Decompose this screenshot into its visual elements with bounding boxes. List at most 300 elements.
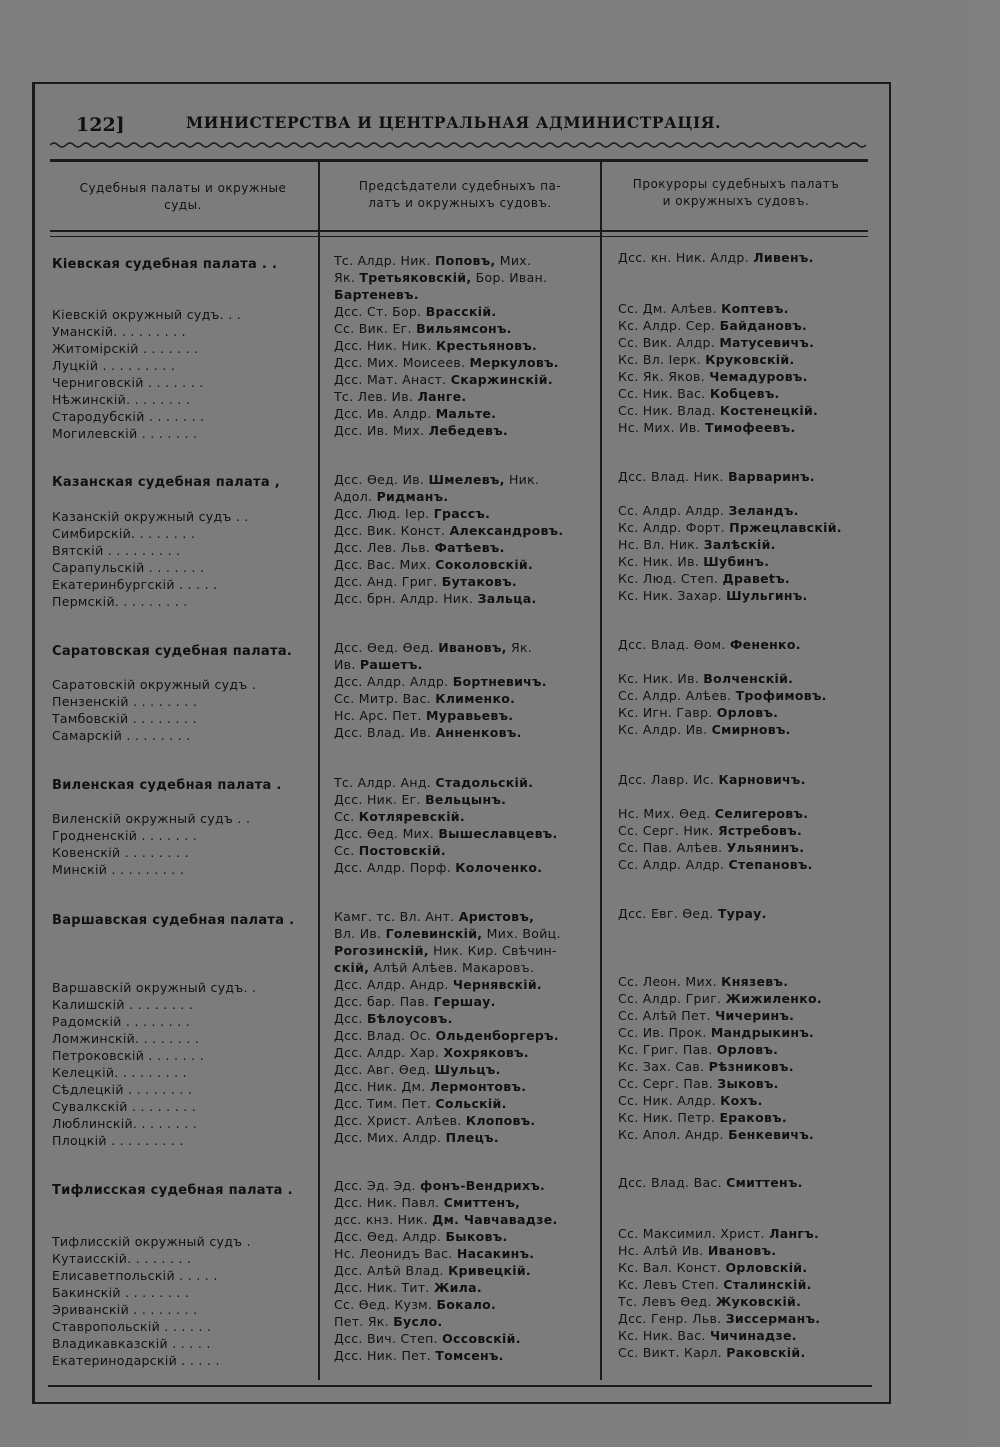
- surname: Зальца.: [477, 591, 537, 606]
- rank-and-initials: Дсс. Тим. Пет.: [334, 1096, 436, 1111]
- surname: Пржецлавскій.: [729, 520, 842, 535]
- surname: Врасскій.: [425, 304, 497, 319]
- surname: Голевинскій,: [385, 926, 483, 941]
- rank-and-initials: Кс. Ник. Вас.: [618, 1328, 710, 1343]
- rank-and-initials: Сс. Алдр. Алдр.: [618, 857, 729, 872]
- court-name: Стародубскій . . . . . . .: [52, 409, 205, 424]
- rank-and-initials: Сс. Пав. Алѣев.: [618, 840, 727, 855]
- surname: Лермонтовъ.: [429, 1079, 527, 1094]
- surname: скій,: [334, 960, 370, 975]
- scan-margin: [975, 0, 1000, 1447]
- surname: Клименко.: [435, 691, 516, 706]
- page-number: 122]: [76, 114, 125, 136]
- court-name: Кутаисскій. . . . . . . .: [52, 1251, 192, 1266]
- rank-and-initials: Як.: [334, 270, 360, 285]
- rank-and-initials: Дсс.: [334, 1011, 367, 1026]
- continuation-text: Ник. Кир. Свѣчин-: [428, 943, 557, 958]
- rank-and-initials: Сс. Алдр. Алдр.: [618, 503, 729, 518]
- prosecutor-entry: [618, 806, 808, 822]
- court-name: Бакинскій . . . . . . . .: [52, 1285, 190, 1300]
- rank-and-initials: Кс. Зах. Сав.: [618, 1059, 709, 1074]
- chairman-entry: [334, 1011, 453, 1027]
- table-bottom-rule: [48, 1385, 872, 1387]
- rank-and-initials: Вл. Ив.: [334, 926, 386, 941]
- rank-and-initials: Дсс. Мих. Моисеев.: [334, 355, 470, 370]
- rank-and-initials: Сс. Вик. Алдр.: [618, 335, 720, 350]
- surname: Бенкевичъ.: [728, 1127, 815, 1142]
- court-name: Варшавскій окружный судъ. .: [52, 980, 257, 995]
- column-divider-2: [600, 162, 602, 1380]
- column-header-chairmen-line2: латъ и окружныхъ судовъ.: [368, 196, 552, 210]
- court-name: Люблинскій. . . . . . . .: [52, 1116, 198, 1131]
- court-name: Гродненскій . . . . . . .: [52, 828, 198, 843]
- surname: Гершау.: [433, 994, 496, 1009]
- surname: Бортневичъ.: [452, 674, 547, 689]
- rank-and-initials: Дсс. Ив. Мих.: [334, 423, 429, 438]
- prosecutor-entry: [618, 840, 804, 856]
- rank-and-initials: Дсс. Генр. Льв.: [618, 1311, 726, 1326]
- surname: Лебедевъ.: [428, 423, 508, 438]
- court-name: Радомскій . . . . . . . .: [52, 1014, 191, 1029]
- prosecutor-entry: [618, 1277, 812, 1293]
- prosecutor-entry: [618, 906, 767, 922]
- court-name: Уманскій. . . . . . . . .: [52, 324, 186, 339]
- chairman-entry: [334, 1130, 499, 1146]
- surname: Волченскій.: [703, 671, 794, 686]
- surname: Кобцевъ.: [709, 386, 780, 401]
- rank-and-initials: Нс. Арс. Пет.: [334, 708, 427, 723]
- chairman-entry: [334, 926, 561, 942]
- chairman-entry: [334, 1212, 558, 1228]
- chairman-entry: [334, 657, 423, 673]
- rank-and-initials: Сс. Алдр. Григ.: [618, 991, 726, 1006]
- surname: Постовскій.: [358, 843, 446, 858]
- rank-and-initials: Камг. тс. Вл. Ант.: [334, 909, 459, 924]
- surname: Ридманъ.: [376, 489, 449, 504]
- surname: Рогозинскій,: [334, 943, 429, 958]
- rank-and-initials: Кс. Игн. Гавр.: [618, 705, 717, 720]
- chairman-entry: [334, 792, 506, 808]
- prosecutor-entry: [618, 974, 788, 990]
- court-name: Симбирскій. . . . . . . .: [52, 526, 196, 541]
- surname: Хохряковъ.: [443, 1045, 529, 1060]
- court-name: Пермскій. . . . . . . . .: [52, 594, 188, 609]
- surname: Кривецкій.: [448, 1263, 531, 1278]
- surname: Фатѣевъ.: [434, 540, 505, 555]
- prosecutor-entry: [618, 671, 793, 687]
- rank-and-initials: Дсс. Влад. Ос.: [334, 1028, 436, 1043]
- prosecutor-entry: [618, 503, 799, 519]
- surname: Вельцынъ.: [425, 792, 507, 807]
- surname: Жила.: [433, 1280, 482, 1295]
- surname: Коптевъ.: [721, 301, 789, 316]
- court-name: Кіевскій окружный судъ. . .: [52, 307, 242, 322]
- surname: фонъ-Вендрихъ.: [420, 1178, 546, 1193]
- surname: Матусевичъ.: [719, 335, 815, 350]
- rank-and-initials: Дсс. Евг. Ѳед.: [618, 906, 718, 921]
- chairman-entry: [334, 1229, 508, 1245]
- rank-and-initials: Дсс. брн. Алдр. Ник.: [334, 591, 478, 606]
- chairman-entry: [334, 691, 515, 707]
- surname: Ольденборгеръ.: [435, 1028, 559, 1043]
- surname: Лангъ.: [769, 1226, 819, 1241]
- court-name: Нѣжинскій. . . . . . . .: [52, 392, 191, 407]
- rank-and-initials: Дсс. Люд. Іер.: [334, 506, 434, 521]
- column-header-courts: [52, 180, 314, 214]
- prosecutor-entry: [618, 772, 806, 788]
- surname: Мандрыкинъ.: [710, 1025, 815, 1040]
- chairman-entry: [334, 591, 537, 607]
- court-name: Сарапульскій . . . . . . .: [52, 560, 205, 575]
- rank-and-initials: Дсс. Ив. Алдр.: [334, 406, 436, 421]
- rank-and-initials: Тс. Алдр. Анд.: [334, 775, 436, 790]
- court-name: Эриванскій . . . . . . . .: [52, 1302, 198, 1317]
- prosecutor-entry: [618, 420, 796, 436]
- rank-and-initials: Сс. Алѣй Пет.: [618, 1008, 716, 1023]
- chairman-entry: [334, 826, 558, 842]
- chamber-name: Варшавская судебная палата .: [52, 913, 295, 928]
- surname: Стадольскій.: [435, 775, 534, 790]
- surname: Бусло.: [393, 1314, 443, 1329]
- surname: Смиттенъ.: [726, 1175, 803, 1190]
- rank-and-initials: Дсс. Мих. Алдр.: [334, 1130, 446, 1145]
- prosecutor-entry: [618, 386, 780, 402]
- surname: Тимофеевъ.: [705, 420, 796, 435]
- surname: Шульцъ.: [434, 1062, 501, 1077]
- surname: Ивановъ,: [438, 640, 507, 655]
- court-name: Владикавказскій . . . . .: [52, 1336, 211, 1351]
- wavy-rule: [50, 140, 870, 150]
- surname: Бартеневъ.: [334, 287, 419, 302]
- continuation-text: Мих. Войц.: [482, 926, 561, 941]
- rank-and-initials: Сс. Алдр. Алѣев.: [618, 688, 736, 703]
- chairman-entry: [334, 843, 446, 859]
- court-name: Екатеринбургскій . . . . .: [52, 577, 218, 592]
- rank-and-initials: Сс.: [334, 843, 359, 858]
- chamber-name: Тифлисская судебная палата .: [52, 1183, 293, 1198]
- rank-and-initials: Дсс. Ѳед. Алдр.: [334, 1229, 446, 1244]
- chairman-entry: [334, 1263, 531, 1279]
- rank-and-initials: Пет. Як.: [334, 1314, 394, 1329]
- surname: Жуковскій.: [716, 1294, 802, 1309]
- rank-and-initials: Тс. Лев. Ив.: [334, 389, 418, 404]
- rank-and-initials: Сс. Серг. Ник.: [618, 823, 718, 838]
- chairman-entry: [334, 994, 496, 1010]
- surname: Шмелевъ,: [428, 472, 505, 487]
- surname: Меркуловъ.: [469, 355, 559, 370]
- surname: Трофимовъ.: [735, 688, 827, 703]
- prosecutor-entry: [618, 823, 802, 839]
- prosecutor-entry: [618, 369, 808, 385]
- rank-and-initials: Дсс. Ст. Бор.: [334, 304, 426, 319]
- court-name: Ставропольскій . . . . . .: [52, 1319, 212, 1334]
- surname: Жижиленко.: [725, 991, 822, 1006]
- rank-and-initials: Дсс. Ник. Пет.: [334, 1348, 436, 1363]
- rank-and-initials: Дсс. Лев. Льв.: [334, 540, 435, 555]
- rank-and-initials: Дсс. Ник. Дм.: [334, 1079, 430, 1094]
- rank-and-initials: Дсс. Ѳед. Ив.: [334, 472, 429, 487]
- court-name: Могилевскій . . . . . . .: [52, 426, 198, 441]
- column-header-courts-line2: суды.: [164, 198, 202, 212]
- court-name: Вятскій . . . . . . . . .: [52, 543, 181, 558]
- chairman-entry: [334, 270, 547, 286]
- chamber-name: Кіевская судебная палата . .: [52, 257, 278, 272]
- column-divider-1: [318, 162, 320, 1380]
- prosecutor-entry: [618, 857, 813, 873]
- prosecutor-entry: [618, 1328, 797, 1344]
- rank-and-initials: Кс. Левъ Степ.: [618, 1277, 724, 1292]
- surname: Чичеринъ.: [715, 1008, 795, 1023]
- chairman-entry: [334, 372, 553, 388]
- court-name: Тамбовскій . . . . . . . .: [52, 711, 197, 726]
- surname: Третьяковскій,: [359, 270, 472, 285]
- prosecutor-entry: [618, 403, 818, 419]
- surname: Чернявскій.: [452, 977, 542, 992]
- chairman-entry: [334, 1062, 501, 1078]
- rank-and-initials: Дсс. Ник. Тит.: [334, 1280, 434, 1295]
- chairman-entry: [334, 1045, 529, 1061]
- surname: Бѣлоусовъ.: [366, 1011, 453, 1026]
- surname: Князевъ.: [721, 974, 789, 989]
- surname: Степановъ.: [728, 857, 813, 872]
- rank-and-initials: Кс. Ник. Захар.: [618, 588, 727, 603]
- surname: Анненковъ.: [435, 725, 522, 740]
- prosecutor-entry: [618, 537, 776, 553]
- rank-and-initials: Дсс. Вич. Степ.: [334, 1331, 443, 1346]
- prosecutor-entry: [618, 335, 814, 351]
- chairman-entry: [334, 304, 496, 320]
- colhead-rule-bottom: [50, 236, 868, 237]
- rank-and-initials: Нс. Мих. Ѳед.: [618, 806, 715, 821]
- surname: Фененко.: [729, 637, 801, 652]
- surname: Мальте.: [435, 406, 497, 421]
- chairman-entry: [334, 1079, 526, 1095]
- rank-and-initials: Тс. Алдр. Ник.: [334, 253, 436, 268]
- continuation-text: Бор. Иван.: [471, 270, 548, 285]
- rank-and-initials: Кс. Вл. Іерк.: [618, 352, 706, 367]
- column-header-prosecutors: [604, 176, 868, 210]
- surname: Грассъ.: [433, 506, 491, 521]
- chairman-entry: [334, 960, 534, 976]
- chairman-entry: [334, 860, 542, 876]
- rank-and-initials: Ив.: [334, 657, 360, 672]
- prosecutor-entry: [618, 588, 808, 604]
- chairman-entry: [334, 1331, 521, 1347]
- rank-and-initials: Дсс. Влад. Ник.: [618, 469, 729, 484]
- court-name: Келецкій. . . . . . . . .: [52, 1065, 187, 1080]
- chairman-entry: [334, 640, 532, 656]
- prosecutor-entry: [618, 469, 815, 485]
- surname: Котляревскій.: [358, 809, 465, 824]
- surname: Карновичъ.: [718, 772, 806, 787]
- surname: Зиссерманъ.: [725, 1311, 821, 1326]
- column-header-prosecutors-line2: и окружныхъ судовъ.: [662, 194, 810, 208]
- chairman-entry: [334, 287, 419, 303]
- header-rule: [50, 159, 868, 162]
- surname: Сталинскій.: [723, 1277, 812, 1292]
- surname: Варваринъ.: [728, 469, 815, 484]
- rank-and-initials: Сс. Ѳед. Кузм.: [334, 1297, 437, 1312]
- rank-and-initials: Дсс. Вик. Конст.: [334, 523, 450, 538]
- surname: Дм. Чавчавадзе.: [432, 1212, 558, 1227]
- chairman-entry: [334, 1096, 507, 1112]
- surname: Муравьевъ.: [426, 708, 514, 723]
- rank-and-initials: Сс. Ник. Влад.: [618, 403, 720, 418]
- chairman-entry: [334, 523, 563, 539]
- rank-and-initials: Адол.: [334, 489, 377, 504]
- chairman-entry: [334, 775, 533, 791]
- chairman-entry: [334, 574, 517, 590]
- prosecutor-entry: [618, 637, 801, 653]
- prosecutor-entry: [618, 1226, 819, 1242]
- chairman-entry: [334, 472, 539, 488]
- chairman-entry: [334, 321, 512, 337]
- surname: Орловъ.: [716, 1042, 779, 1057]
- surname: Клоповъ.: [465, 1113, 536, 1128]
- surname: Быковъ.: [445, 1229, 508, 1244]
- rank-and-initials: Сс.: [334, 809, 359, 824]
- rank-and-initials: Дсс. Ѳед. Ѳед.: [334, 640, 439, 655]
- court-name: Минскій . . . . . . . . .: [52, 862, 185, 877]
- colhead-rule-top: [50, 230, 868, 232]
- chairman-entry: [334, 1028, 559, 1044]
- prosecutor-entry: [618, 1059, 794, 1075]
- court-name: Екатеринодарскій . . . . .: [52, 1353, 220, 1368]
- column-header-prosecutors-line1: Прокуроры судебныхъ палатъ: [632, 177, 840, 191]
- rank-and-initials: Дсс. Авг. Ѳед.: [334, 1062, 435, 1077]
- rank-and-initials: Кс. Алдр. Форт.: [618, 520, 730, 535]
- continuation-text: Алѣй Алѣев. Макаровъ.: [369, 960, 535, 975]
- surname: Ланге.: [417, 389, 467, 404]
- court-name: Саратовскій окружный судъ .: [52, 677, 256, 692]
- chairman-entry: [334, 1314, 443, 1330]
- surname: Байдановъ.: [719, 318, 808, 333]
- surname: Шульгинъ.: [726, 588, 808, 603]
- rank-and-initials: Кс. Люд. Степ.: [618, 571, 723, 586]
- court-name: Плоцкій . . . . . . . . .: [52, 1133, 184, 1148]
- prosecutor-entry: [618, 1076, 779, 1092]
- chairman-entry: [334, 489, 448, 505]
- prosecutor-entry: [618, 1008, 794, 1024]
- court-name: Казанскій окружный судъ . .: [52, 509, 249, 524]
- prosecutor-entry: [618, 318, 807, 334]
- rank-and-initials: Сс. Серг. Пав.: [618, 1076, 718, 1091]
- surname: Плецъ.: [445, 1130, 499, 1145]
- chairman-entry: [334, 1246, 534, 1262]
- surname: Рашетъ.: [359, 657, 423, 672]
- surname: Соколовскій.: [435, 557, 534, 572]
- rank-and-initials: Нс. Алѣй Ив.: [618, 1243, 708, 1258]
- surname: Смиттенъ,: [443, 1195, 521, 1210]
- surname: Зыковъ.: [717, 1076, 779, 1091]
- court-name: Сувалкскій . . . . . . . .: [52, 1099, 197, 1114]
- prosecutor-entry: [618, 1243, 776, 1259]
- surname: Ивановъ.: [707, 1243, 777, 1258]
- rank-and-initials: Дсс. Анд. Григ.: [334, 574, 442, 589]
- rank-and-initials: Дсс. бар. Пав.: [334, 994, 434, 1009]
- court-name: Житомірскій . . . . . . .: [52, 341, 199, 356]
- surname: Насакинъ.: [456, 1246, 535, 1261]
- prosecutor-entry: [618, 1345, 806, 1361]
- rank-and-initials: Дсс. Христ. Алѣев.: [334, 1113, 466, 1128]
- surname: Костенецкій.: [719, 403, 819, 418]
- chairman-entry: [334, 1195, 520, 1211]
- court-name: Ковенскій . . . . . . . .: [52, 845, 189, 860]
- court-name: Черниговскій . . . . . . .: [52, 375, 204, 390]
- rank-and-initials: Дсс. Алдр. Алдр.: [334, 674, 453, 689]
- rank-and-initials: Дсс. Ник. Ег.: [334, 792, 426, 807]
- court-name: Сѣдлецкій . . . . . . . .: [52, 1082, 193, 1097]
- surname: Аристовъ,: [458, 909, 535, 924]
- chamber-name: Казанская судебная палата ,: [52, 475, 281, 490]
- rank-and-initials: Дсс. Ник. Ник.: [334, 338, 436, 353]
- court-name: Петроковскій . . . . . . .: [52, 1048, 204, 1063]
- chairman-entry: [334, 725, 522, 741]
- rank-and-initials: Дсс. Алѣй Влад.: [334, 1263, 449, 1278]
- rank-and-initials: Дсс. Алдр. Хар.: [334, 1045, 444, 1060]
- chamber-name: Саратовская судебная палата.: [52, 644, 293, 659]
- prosecutor-entry: [618, 991, 822, 1007]
- prosecutor-entry: [618, 1093, 763, 1109]
- court-name: Тифлисскій окружный судъ .: [52, 1234, 251, 1249]
- court-name: Елисаветпольскій . . . . .: [52, 1268, 218, 1283]
- rank-and-initials: Дсс. Ѳед. Мих.: [334, 826, 439, 841]
- chairman-entry: [334, 1178, 545, 1194]
- prosecutor-entry: [618, 1110, 787, 1126]
- rank-and-initials: Кс. Ник. Петр.: [618, 1110, 720, 1125]
- rank-and-initials: Сс. Митр. Вас.: [334, 691, 436, 706]
- column-header-chairmen: [322, 178, 598, 212]
- surname: Ястребовъ.: [717, 823, 803, 838]
- surname: Ульянинъ.: [726, 840, 805, 855]
- chairman-entry: [334, 423, 508, 439]
- court-name: Пензенскій . . . . . . . .: [52, 694, 198, 709]
- rank-and-initials: Кс. Ник. Ив.: [618, 554, 704, 569]
- chairman-entry: [334, 338, 537, 354]
- surname: Вильямсонъ.: [416, 321, 512, 336]
- prosecutor-entry: [618, 1311, 820, 1327]
- rank-and-initials: Сс. Вик. Ег.: [334, 321, 417, 336]
- column-header-courts-line1: Судебныя палаты и окружные: [79, 181, 287, 195]
- running-title: МИНИСТЕРСТВА И ЦЕНТРАЛЬНАЯ АДМИНИСТРАЦІЯ.: [186, 113, 722, 132]
- chairman-entry: [334, 1348, 504, 1364]
- surname: Ливенъ.: [753, 250, 814, 265]
- surname: Александровъ.: [449, 523, 564, 538]
- surname: Поповъ,: [435, 253, 496, 268]
- continuation-text: Як.: [506, 640, 533, 655]
- prosecutor-entry: [618, 250, 814, 266]
- surname: Колоченко.: [455, 860, 543, 875]
- surname: Смирновъ.: [711, 722, 791, 737]
- surname: Бутаковъ.: [441, 574, 517, 589]
- surname: Скаржинскій.: [450, 372, 553, 387]
- surname: Сольскій.: [435, 1096, 507, 1111]
- surname: Дравеtъ.: [722, 571, 790, 586]
- rank-and-initials: Сс. Викт. Карл.: [618, 1345, 727, 1360]
- court-name: Самарскій . . . . . . . .: [52, 728, 191, 743]
- prosecutor-entry: [618, 1042, 778, 1058]
- surname: Рѣзниковъ.: [708, 1059, 794, 1074]
- court-name: Ломжинскій. . . . . . . .: [52, 1031, 200, 1046]
- rank-and-initials: Тс. Левъ Ѳед.: [618, 1294, 717, 1309]
- rank-and-initials: Кс. Вал. Конст.: [618, 1260, 726, 1275]
- surname: Крестьяновъ.: [436, 338, 538, 353]
- continuation-text: Ник.: [504, 472, 540, 487]
- rank-and-initials: Кс. Апол. Андр.: [618, 1127, 729, 1142]
- rank-and-initials: Дсс. Влад. Вас.: [618, 1175, 727, 1190]
- prosecutor-entry: [618, 1260, 807, 1276]
- prosecutor-entry: [618, 705, 778, 721]
